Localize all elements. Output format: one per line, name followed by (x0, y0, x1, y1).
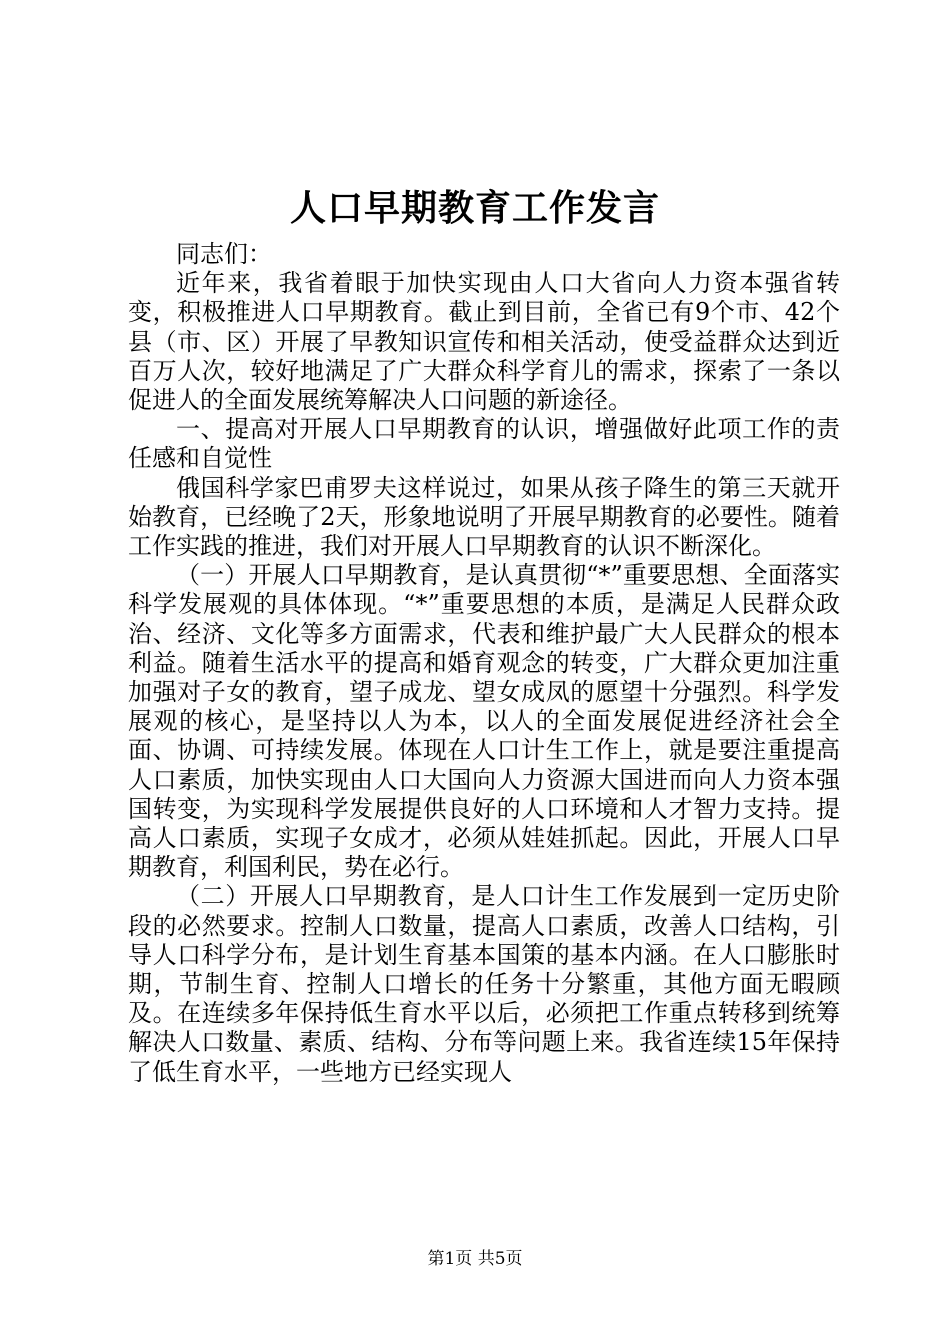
page-number-footer: 第1页 共5页 (427, 1249, 523, 1269)
section-heading-1: 一、提高对开展人口早期教育的认识，增强做好此项工作的责任感和自觉性 (128, 415, 840, 473)
salutation-paragraph: 同志们： (176, 240, 272, 268)
body-paragraph: 俄国科学家巴甫罗夫这样说过，如果从孩子降生的第三天就开始教育，已经晚了2天，形象地说明了开展早期教育的必要性。随着工作实践的推进，我们对开展人口早期教育的认识不断深化。 (128, 473, 840, 561)
page-title: 人口早期教育工作发言 (289, 187, 660, 229)
intro-paragraph: 近年来，我省着眼于加快实现由人口大省向人力资本强省转变，积极推进人口早期教育。截止到目前，全省已有9个市、42个县（市、区）开展了早教知识宣传和相关活动，使受益群众达到近百万人次，较好地满足了广大群众科学育儿的需求，探索了一条以促进人的全面发展统筹解决人口问题的新途径。 (128, 269, 840, 415)
body-paragraph: （二）开展人口早期教育，是人口计生工作发展到一定历史阶段的必然要求。控制人口数量，提高人口素质，改善人口结构，引导人口科学分布，是计划生育基本国策的基本内涵。在人口膨胀时期，节制生育、控制人口增长的任务十分繁重，其他方面无暇顾及。在连续多年保持低生育水平以后，必须把工作重点转移到统筹解决人口数量、素质、结构、分布等问题上来。我省连续15年保持了低生育水平，一些地方已经实现人 (128, 882, 840, 1086)
body-paragraph: （一）开展人口早期教育，是认真贯彻“*”重要思想、全面落实科学发展观的具体体现。“*”重要思想的本质，是满足人民群众政治、经济、文化等多方面需求，代表和维护最广大人民群众的根本利益。随着生活水平的提高和婚育观念的转变，广大群众更加注重加强对子女的教育，望子成龙、望女成凤的愿望十分强烈。科学发展观的核心，是坚持以人为本，以人的全面发展促进经济社会全面、协调、可持续发展。体现在人口计生工作上，就是要注重提高人口素质，加快实现由人口大国向人力资源大国进而向人力资本强国转变，为实现科学发展提供良好的人口环境和人才智力支持。提高人口素质，实现子女成才，必须从娃娃抓起。因此，开展人口早期教育，利国利民，势在必行。 (128, 561, 840, 882)
body-text (128, 240, 840, 1087)
